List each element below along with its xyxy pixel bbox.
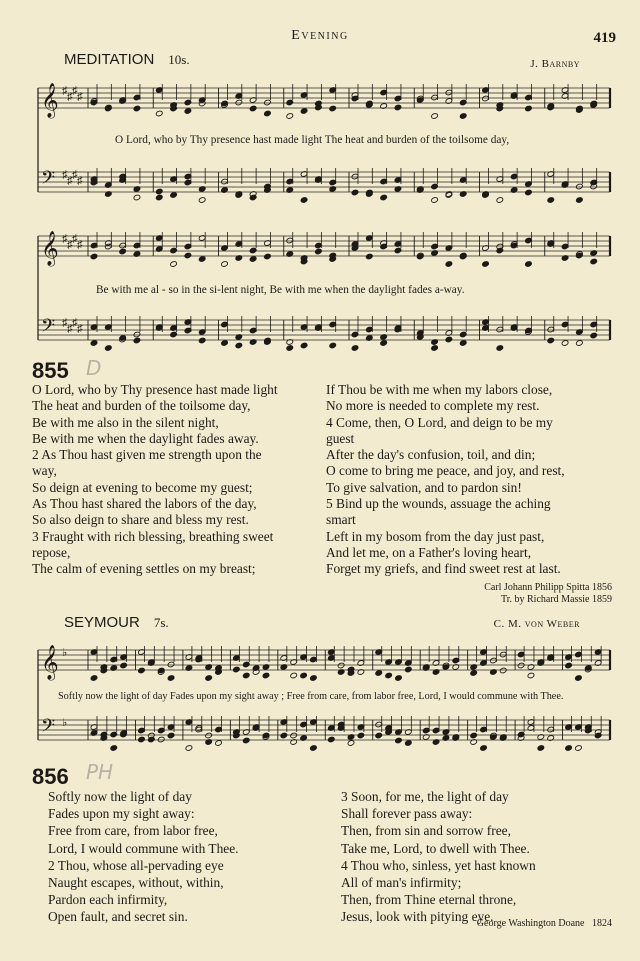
note-head	[170, 261, 178, 268]
note-head	[185, 745, 193, 752]
note-head	[138, 736, 146, 743]
verse-line: As Thou hast shared the labors of the day,	[32, 496, 257, 512]
tune-meter: 7s.	[153, 615, 169, 630]
note-head	[327, 736, 335, 743]
note-head	[198, 197, 206, 204]
author: Carl Johann Philipp Spitta	[484, 582, 590, 593]
verse-line: Then, from Thine eternal throne,	[341, 892, 517, 908]
verse-line: Softly now the light of day	[48, 789, 192, 804]
note-head	[525, 189, 533, 196]
verse-line: No more is needed to complete my rest.	[326, 398, 540, 414]
music-system-meditation-2	[0, 228, 640, 368]
note-head	[235, 342, 243, 349]
note-head	[347, 740, 355, 747]
tune-name-seymour	[64, 614, 169, 631]
hymn-856-column-2	[341, 788, 536, 926]
translator: Tr. by Richard Massie	[500, 594, 590, 605]
note-head	[133, 105, 141, 112]
verse-line: Be with me also in the silent night,	[32, 414, 219, 430]
note-head	[155, 188, 163, 195]
verse-line: O Lord, who by Thy presence hast made light	[32, 382, 278, 397]
note-head	[286, 113, 294, 120]
note-head	[120, 662, 128, 669]
note-head	[590, 258, 598, 265]
note-head	[459, 331, 467, 338]
verse-line: 5 Bind up the wounds, assuage the aching	[326, 496, 551, 512]
note-head	[286, 345, 294, 352]
note-head	[249, 247, 257, 254]
note-head	[482, 261, 490, 268]
verse-line: The heat and burden of the toilsome day,	[32, 398, 251, 414]
key-signature-mark: ♯	[67, 175, 73, 187]
hymn-855-column-2	[326, 382, 565, 578]
note-head	[405, 666, 413, 673]
note-head	[431, 183, 439, 190]
verse-line: Jesus, look with pitying eye.	[341, 909, 494, 925]
hymn-855-column-1	[32, 382, 278, 578]
treble-clef-icon: 𝄞	[41, 231, 59, 266]
note-head	[445, 261, 453, 268]
tune-name: SEYMOUR	[64, 614, 140, 631]
note-head	[575, 745, 583, 752]
bass-clef-icon: 𝄢	[41, 316, 56, 341]
note-head	[300, 197, 308, 204]
verse-line: 3 Fraught with rich blessing, breathing sweet	[32, 528, 274, 544]
page-number: 419	[593, 30, 616, 46]
hymn-number-856: 856	[32, 764, 69, 789]
verse-line: Take me, Lord, to dwell with Thee.	[341, 840, 530, 856]
translator-year: 1859	[592, 594, 612, 605]
author: George Washington Doane	[476, 918, 585, 929]
note-head	[242, 661, 250, 668]
note-head	[380, 340, 388, 347]
verse-line: Lord, I would commune with Thee.	[48, 840, 239, 856]
key-signature-mark: ♯	[72, 169, 78, 181]
note-head	[157, 736, 165, 743]
note-head	[496, 345, 504, 352]
note-head	[375, 670, 383, 677]
note-head	[290, 672, 298, 679]
verse-line: Left in my bosom from the day just past,	[326, 528, 545, 544]
note-head	[480, 745, 488, 752]
note-head	[315, 248, 323, 255]
verse-line: way,	[32, 463, 57, 479]
note-head	[329, 342, 337, 349]
note-head	[561, 340, 569, 347]
note-head	[264, 253, 272, 260]
note-head	[235, 99, 243, 106]
pencil-annotation-855: D	[86, 356, 102, 380]
note-head	[525, 105, 533, 112]
key-signature-mark: ♯	[72, 317, 78, 329]
key-signature-mark: ♯	[67, 91, 73, 103]
note-head	[155, 110, 163, 117]
note-head	[184, 99, 192, 106]
tune-name: MEDITATION	[64, 51, 155, 68]
hymn-856-credits	[477, 918, 612, 930]
note-head	[431, 113, 439, 120]
key-signature-mark: ♯	[62, 169, 68, 181]
note-head	[576, 197, 584, 204]
verse-line: If Thou be with me when my labors close,	[326, 382, 553, 397]
note-head	[300, 342, 308, 349]
note-head	[357, 732, 365, 739]
note-head	[575, 675, 583, 682]
note-head	[525, 261, 533, 268]
lyric-underlay-3: Softly now the light of day Fades upon my sight away ; Free from care, from labor free, Lord, I would commune with Thee.	[58, 691, 564, 702]
verse-line: 3 Soon, for me, the light of day	[341, 789, 509, 804]
key-signature-mark: ♯	[67, 323, 73, 335]
note-head	[527, 672, 535, 679]
verse-line: O come to bring me peace, and joy, and rest,	[326, 463, 565, 479]
note-head	[300, 108, 308, 115]
running-title: Evening	[291, 28, 349, 43]
note-head	[242, 672, 250, 679]
note-head	[496, 197, 504, 204]
note-head	[249, 105, 257, 112]
verse-line: After the day's confusion, toil, and din;	[326, 447, 536, 463]
note-head	[385, 672, 393, 679]
note-head	[133, 331, 141, 338]
bass-clef-icon: 𝄢	[41, 168, 56, 193]
note-head	[576, 340, 584, 347]
composer-barnby: J. Barnby	[530, 58, 580, 70]
verse-line: Pardon each infirmity,	[48, 892, 168, 908]
note-head	[167, 675, 175, 682]
note-head	[351, 345, 359, 352]
note-head	[138, 667, 146, 674]
pencil-annotation-856: PH	[86, 760, 114, 784]
note-head	[405, 740, 413, 747]
note-head	[233, 666, 241, 673]
note-head	[215, 740, 223, 747]
note-head	[221, 340, 229, 347]
verse-line: Open fault, and secret sin.	[48, 909, 188, 925]
note-head	[280, 732, 288, 739]
note-head	[537, 745, 545, 752]
note-head	[351, 189, 359, 196]
treble-clef-icon: 𝄞	[41, 645, 59, 680]
note-head	[170, 331, 178, 338]
note-head	[242, 737, 250, 744]
hymn-855-credits	[484, 582, 612, 606]
note-head	[264, 99, 272, 106]
hymn-856-column-1	[48, 788, 239, 926]
note-head	[198, 337, 206, 344]
note-head	[310, 745, 318, 752]
verse-line: smart	[326, 512, 356, 528]
verse-line: The calm of evening settles on my breast;	[32, 561, 256, 577]
bass-clef-icon: 𝄢	[41, 716, 56, 741]
note-head	[565, 745, 573, 752]
tune-meter: 10s.	[168, 52, 190, 67]
note-head	[264, 110, 272, 117]
key-signature-mark: ♯	[67, 239, 73, 251]
note-head	[590, 332, 598, 339]
note-head	[394, 104, 402, 111]
note-head	[105, 345, 113, 352]
verse-line: repose,	[32, 544, 71, 560]
note-head	[119, 248, 127, 255]
note-head	[90, 675, 98, 682]
key-signature-mark: ♭	[62, 717, 68, 729]
note-head	[249, 256, 257, 263]
note-head	[337, 662, 345, 669]
note-head	[445, 336, 453, 343]
key-signature-mark: ♯	[77, 175, 83, 187]
key-signature-mark: ♯	[62, 233, 68, 245]
key-signature-mark: ♯	[77, 239, 83, 251]
note-head	[90, 253, 98, 260]
hymn-number-855: 855	[32, 358, 69, 383]
note-head	[155, 194, 163, 201]
key-signature-mark: ♭	[62, 647, 68, 659]
note-head	[133, 194, 141, 201]
note-head	[286, 99, 294, 106]
note-head	[290, 732, 298, 739]
note-head	[205, 732, 213, 739]
verse-line: Naught escapes, without, within,	[48, 875, 224, 891]
note-head	[431, 197, 439, 204]
note-head	[547, 197, 555, 204]
note-head	[394, 247, 402, 254]
treble-clef-icon: 𝄞	[41, 83, 59, 118]
note-head	[380, 194, 388, 201]
author-year: 1856	[592, 582, 612, 593]
lyric-underlay-1: O Lord, who by Thy presence hast made light The heat and burden of the toilsome day,	[115, 134, 510, 146]
tune-name-meditation	[64, 51, 190, 68]
music-system-meditation-1	[0, 80, 640, 220]
verse-line: guest	[326, 430, 355, 446]
note-head	[90, 340, 98, 347]
verse-line: Forget my griefs, and find sweet rest at last.	[326, 561, 561, 577]
verse-line: So also deign to share and bless my rest.	[32, 512, 249, 528]
verse-line: And let me, on a Father's loving heart,	[326, 544, 532, 560]
verse-line: 2 As Thou hast given me strength upon the	[32, 447, 262, 463]
verse-line: To give salvation, and to pardon sin!	[326, 479, 522, 495]
note-head	[310, 675, 318, 682]
verse-line: All of man's infirmity;	[341, 875, 462, 891]
key-signature-mark: ♯	[62, 85, 68, 97]
note-head	[517, 662, 525, 669]
key-signature-mark: ♯	[72, 233, 78, 245]
music-system-seymour	[0, 638, 640, 778]
note-head	[499, 667, 507, 674]
verse-line: Then, from sin and sorrow free,	[341, 823, 511, 839]
verse-line: Fades upon my sight away:	[48, 806, 195, 822]
verse-line: 4 Come, then, O Lord, and deign to be my	[326, 414, 553, 430]
note-head	[167, 661, 175, 668]
note-head	[170, 247, 178, 254]
verse-line: So deign at evening to become my guest;	[32, 479, 253, 495]
lyric-underlay-2: Be with me al - so in the si-lent night, Be with me when the daylight fades a-way.	[96, 284, 465, 296]
note-head	[565, 662, 573, 669]
note-head	[262, 672, 270, 679]
note-head	[221, 261, 229, 268]
note-head	[329, 105, 337, 112]
verse-line: Shall forever pass away:	[341, 806, 473, 822]
note-head	[395, 675, 403, 682]
key-signature-mark: ♯	[62, 317, 68, 329]
note-head	[198, 256, 206, 263]
author-year: 1824	[592, 918, 612, 929]
note-head	[300, 672, 308, 679]
composer-weber: C. M. von Weber	[493, 618, 580, 630]
note-head	[170, 192, 178, 199]
verse-line: Be with me when the daylight fades away.	[32, 430, 259, 446]
key-signature-mark: ♯	[72, 85, 78, 97]
note-head	[205, 675, 213, 682]
verse-line: 2 Thou, whose all-pervading eye	[48, 857, 224, 873]
verse-line: Free from care, from labor free,	[48, 823, 218, 839]
note-head	[375, 732, 383, 739]
key-signature-mark: ♯	[77, 91, 83, 103]
note-head	[547, 337, 555, 344]
note-head	[470, 732, 478, 739]
note-head	[110, 731, 118, 738]
note-head	[366, 253, 374, 260]
note-head	[133, 337, 141, 344]
note-head	[167, 732, 175, 739]
note-head	[184, 108, 192, 115]
note-head	[470, 670, 478, 677]
note-head	[459, 113, 467, 120]
key-signature-mark: ♯	[77, 323, 83, 335]
note-head	[184, 252, 192, 259]
note-head	[351, 331, 359, 338]
note-head	[110, 745, 118, 752]
note-head	[459, 99, 467, 106]
note-head	[395, 737, 403, 744]
note-head	[576, 183, 584, 190]
verse-line: 4 Thou who, sinless, yet hast known	[341, 857, 536, 873]
note-head	[459, 340, 467, 347]
note-head	[431, 345, 439, 352]
